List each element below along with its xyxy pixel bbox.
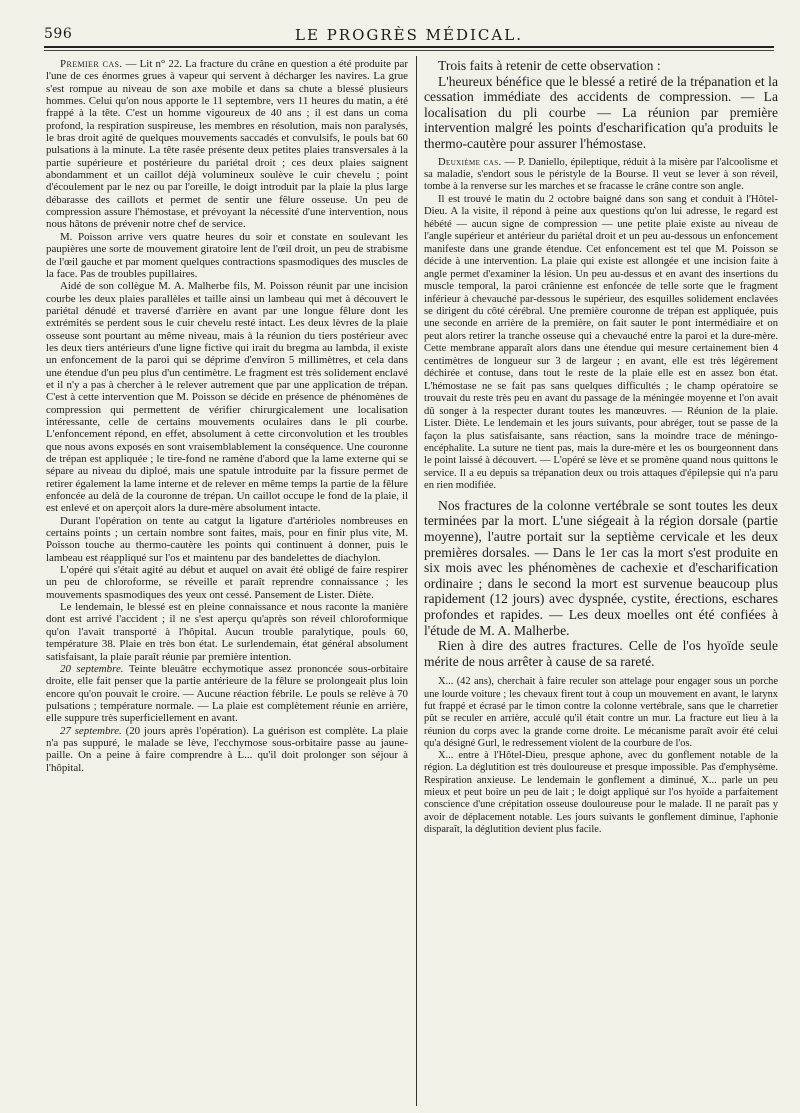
paragraph: Aidé de son collègue M. A. Malherbe fils, M. Poisson réunit par une incision courbe les deux plaies parallèles et taille ainsi un lambeau qui met à découvert le pariétal dénudé et traversé d'arrière en avant par une longue fêlure dont les extrémités se perdent sous le cuir chevelu resté intact. Les deux lèvres de la plaie osseuse sont pourtant au même niveau, mais à la réunion du tiers postérieur avec les deux tiers antérieurs d'une ligne fictive qui irait du bregma au lambda, il existe un enfoncement de la paroi qui se déprime d'environ 5 millimètres, et cela dans une étendue d'un peu plus d'un centimètre. Le fragment est très solidement enclavé et il n'y a pas à chercher à le relever autrement que par une application de trépan. C'est à cette intervention que M. Poisson se décide en présence de phénomènes de compression qui permettent de vérifier chirurgicalement une localisation intéressante, celle de certains mouvements oculaires dans le pli courbe. L'enfoncement répond, en effet, absolument à cette circonvolution et les troubles que nous avons exposés en sont vraisemblablement la conséquence. Une couronne de trépan est appliquée ; le tire-fond ne ramène d'abord que la lame externe qui se sépare au niveau du diploé, mais une spatule introduite par la fissure permet de retirer également la lame interne et de relever en même temps la partie de la fêlure enfoncée au delà de la couronne de trépan. Un caillot occupe le fond de la plaie, il est enlevé et on aperçoit alors la dure-mère absolument intacte. — [46, 280, 408, 515]
page-header — [44, 24, 774, 46]
case-label: Deuxième cas. — [438, 156, 502, 168]
paragraph: Deuxième cas. — P. Daniello, épileptique, réduit à la misère par l'alcoolisme et sa maladie, s'endort sous le péristyle de la Bourse. Il veut se lever à son réveil, tombe à la renverse sur les marches et se fracasse le crâne contre son angle. — [424, 156, 778, 193]
paragraph: 20 septembre. Teinte bleuâtre ecchymotique assez prononcée sous-orbitaire droite, elle fait penser que la partie antérieure de la fêlure se prolongeait plus loin encore qu'on pouvait le croire. — Aucune réaction fébrile. Le pouls se relève à 70 pulsations ; température normale. — La plaie est complètement réunie en arrière, elle suppure très superficiellement en avant. — [46, 662, 408, 725]
date-label: 27 septembre. — [60, 724, 122, 737]
page-number: 596 — [44, 26, 73, 42]
paragraph: Nos fractures de la colonne vertébrale se sont toutes les deux terminées par la mort. L'une siégeait à la région dorsale (partie moyenne), l'autre portait sur la septième cervicale et les deux premières dorsales. — Dans le 1er cas la mort s'est produite en six mois avec les phénomènes de cachexie et d'escharification ordinaire ; dans le second la mort est survenue beaucoup plus rapidement (12 jours) avec dyspnée, cystite, érections, eschares profondes et rapides. — Les deux moelles ont été confiées à l'étude de M. A. Malherbe. — [424, 497, 778, 638]
right-column — [424, 58, 778, 1104]
paragraph: Durant l'opération on tente au catgut la ligature d'artérioles nombreuses en certains points ; un certain nombre sont faites, mais, pour en finir plus vite, M. Poisson touche au thermo-cautère les points qui continuent à donner, puis le lambeau est réappliqué sur l'os et maintenu par des bandelettes de diachylon. — [46, 514, 408, 564]
paragraph: X... entre à l'Hôtel-Dieu, presque aphone, avec du gonflement notable de la région. La déglutition est très douloureuse et presque impossible. Pas d'emphysème. Respiration anxieuse. Le lendemain le gonflement a diminué, X... parle un peu mieux et peut boire un peu de lait ; le doigt appliqué sur l'os hyoïde a parfaitement conscience d'une crépitation osseuse douloureuse pour le malade. Il ne paraît pas y avoir de déplacement notable. Les jours suivants le gonflement diminue, l'aphonie disparaît, la déglutition devient plus facile. — [424, 750, 778, 835]
paragraph: L'opéré qui s'était agité au début et auquel on avait été obligé de faire respirer un peu de chloroforme, se réveille et paraît reprendre connaissance ; les mouvements spasmodiques des yeux ont cessé. Pansement de Lister. Diète. — [46, 564, 408, 601]
paragraph: X... (42 ans), cherchait à faire reculer son attelage pour engager sous un porche une lourde voiture ; les chevaux firent tout à coup un mouvement en avant, le larynx fut frappé et écrasé par le timon contre la colonne vertébrale, sans que le charretier pût se reculer en arrière, acculé qu'il était contre un mur. La fracture eut lieu à la réunion du corps avec la grande corne droite. Le mécanisme paraît avoir été celui qu'a désigné Gurl, le redressement violent de la courbure de l'os. — [424, 676, 778, 749]
paragraph: Premier cas. — Lit n° 22. La fracture du crâne en question a été produite par l'une de ces énormes grues à vapeur qui servent à décharger les navires. La grue s'est rompue au niveau de son axe mobile et dans sa chute a blessé plusieurs hommes. Celui qu'on nous apporte le 11 septembre, vers 11 heures du matin, a été frappé à la tête. C'est un homme vigoureux de 40 ans ; il est dans un coma profond, la respiration suspireuse, les membres en résolution, mais non paralysés, le bras droit agité de quelques mouvements saccadés et convulsifs, le pouls bat 60 pulsations à la minute. La tête rasée présente deux petites plaies transversales à la partie supérieure et postérieure du pariétal droit ; ces deux plaies saignent abondamment et un caillot déjà volumineux soulève le cuir chevelu ; point d'écoulement par le nez ou par l'oreille, le doigt introduit par la plaie la plus large débarasse des caillots et permet de sentir une fêlure osseuse. Un peu de compression assure l'hémostase, et prévoyant la nécessité d'une intervention, nous nous hâtons de prévenir notre chef de service. — [46, 58, 408, 231]
paragraph: Rien à dire des autres fractures. Celle de l'os hyoïde seule mérite de nous arrêter à cause de sa rareté. — [424, 638, 778, 669]
paragraph: M. Poisson arrive vers quatre heures du soir et constate en soulevant les paupières une sorte de mouvement giratoire lent de l'œil droit, un peu de strabisme de l'œil gauche et par moment quelques contractions spasmodiques des muscles de la face. Pas de troubles pupillaires. — [46, 230, 408, 280]
header-rule-thin — [44, 50, 774, 51]
header-rule-thick — [44, 46, 774, 48]
paragraph: 27 septembre. (20 jours après l'opération). La guérison est complète. La plaie n'a pas suppuré, le malade se lève, l'ecchymose sous-orbitaire passe au jaune-paille. On a peine à faire comprendre à L... qu'il doit prolonger son séjour à l'hôpital. — [46, 724, 408, 774]
paragraph: Trois faits à retenir de cette observation : — [438, 58, 661, 73]
paragraph: Il est trouvé le matin du 2 octobre baigné dans son sang et conduit à l'Hôtel-Dieu. A la visite, il répond à peine aux questions qu'on lui adresse, le regard est hébété — aucun signe de compression — une petite plaie existe au niveau de l'angle supérieur et antérieur du pariétal droit et un peu au-dessous un enfoncement manifeste dans une grande étendue. Cet enfoncement est tel que M. Poisson se décide à une intervention. La plaie qui existe est allongée et une incision faite à angle permet d'examiner la lésion. Un peu au-dessus et en avant des insertions du muscle temporal, la paroi crânienne est enfoncée de telle sorte que le fragment inférieur à chevauché par-dessous le supérieur, des esquilles solidement enclavées se dirigent du côté cérébral. Une première couronne de trépan est appliquée, puis une seconde en arrière de la première, on fait sauter le pont intermédiaire et on peut alors retirer la tranche osseuse qui a chevauché entre la paroi et la dure-mère. Cette membrane apparaît alors dans une étendue qui mesure certainement bien 4 centimètres de longueur sur 3 de largeur ; en avant, elle est très légèrement déchirée et contuse, dans tout le reste de la plaie elle est en assez bon état. L'hémostase ne se fait pas sans quelques difficultés ; le champ opératoire se trouvait du reste très peu en avant du passage de la méningée moyenne et l'on avait dû songer à la respecter durant toutes les manœuvres. — Réunion de la plaie. Lister. Diète. Le lendemain et les jours suivants, pour abréger, tout se passe de la façon la plus satisfaisante, sans réaction, sans la moindre trace de méningo-encéphalite. La suture ne tient pas, mais la dure-mère et les os bourgeonnent dans le point laissé à découvert. — L'opéré se lève et se promène quand nous quittons le service. Il a eu depuis sa trépanation deux ou trois attaques d'épilepsie qui n'a paru en rien modifiée. — [424, 193, 778, 492]
left-column — [46, 58, 408, 1104]
column-divider — [416, 56, 417, 1106]
paragraph: Le lendemain, le blessé est en pleine connaissance et nous raconte la manière dont est arrivé l'accident ; il ne s'est aperçu qu'après son réveil chloroformique qu'on l'avait transporté à l'hôpital. Aucun trouble paralytique, pouls 60, température 38. Plaie en très bon état. Le surlendemain, état général absolument satisfaisant, la plaie paraît réunie par première intention. — [46, 601, 408, 663]
case-label: Premier cas. — [60, 58, 123, 70]
date-label: 20 septembre. — [60, 662, 124, 675]
running-title: LE PROGRÈS MÉDICAL. — [295, 26, 523, 44]
paragraph: L'heureux bénéfice que le blessé a retiré de la trépanation et la cessation immédiate des accidents de compression. — La localisation du pli courbe — La réunion par première intervention malgré les points d'escharification qu'a produits le thermo-cautère pour assurer l'hémostase. — [424, 73, 778, 151]
